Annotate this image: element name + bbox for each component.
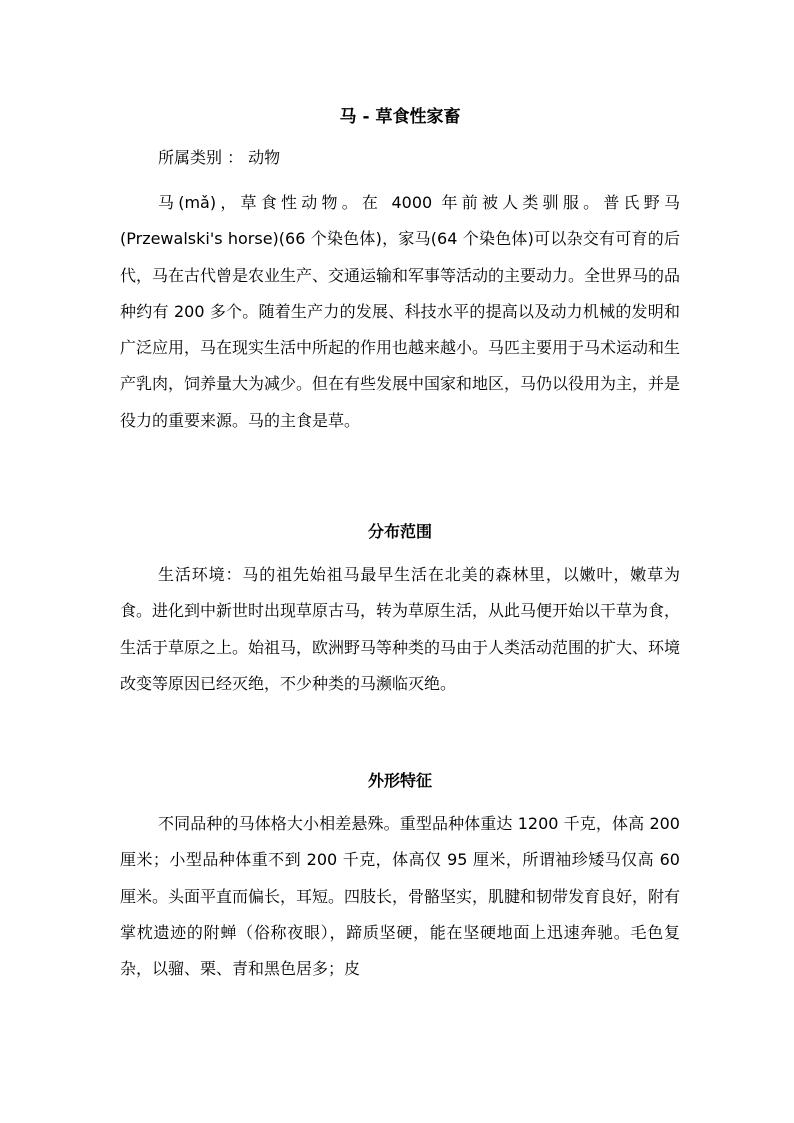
distribution-paragraph: 生活环境：马的祖先始祖马最早生活在北美的森林里，以嫩叶，嫩草为食。进化到中新世时出现草原古马，转为草原生活，从此马便开始以干草为食，生活于草原之上。始祖马，欧洲野马等种类的马由于人类活动范围的扩大、环境改变等原因已经灭绝，不少种类的马濒临灭绝。 bbox=[120, 565, 681, 693]
appearance-paragraph: 不同品种的马体格大小相差悬殊。重型品种体重达 1200 千克，体高 200 厘米；小型品种体重不到 200 千克，体高仅 95 厘米，所谓袖珍矮马仅高 60 厘米。头面平直而偏长，耳短。四肢长，骨骼坚实，肌腱和韧带发育良好，附有掌枕遗迹的附蝉（俗称夜眼），蹄质坚硬，能在坚硬地面上迅速奔驰。毛色复杂，以骝、栗、青和黑色居多；皮 bbox=[120, 814, 681, 979]
intro-paragraph: 马(mǎ)，草食性动物。在 4000 年前被人类驯服。普氏野马 (Przewalski's horse)(66 个染色体)，家马(64 个染色体)可以杂交有可育的后代，马在古代曾是农业生产、交通运输和军事等活动的主要动力。全世界马的品种约有 200 多个。随着生产力的发展、科技水平的提高以及动力机械的发明和广泛应用，马在现实生活中所起的作用也越来越小。马匹主要用于马术运动和生产乳肉，饲养量大为减少。但在有些发展中国家和地区，马仍以役用为主，并是役力的重要来源。马的主食是草。 bbox=[120, 193, 681, 430]
document-title: 马 - 草食性家畜 bbox=[339, 107, 461, 127]
category-line: 所属类别 ： 动物 bbox=[158, 148, 281, 167]
section-heading-distribution: 分布范围 bbox=[367, 522, 432, 541]
section-heading-appearance: 外形特征 bbox=[367, 771, 432, 790]
